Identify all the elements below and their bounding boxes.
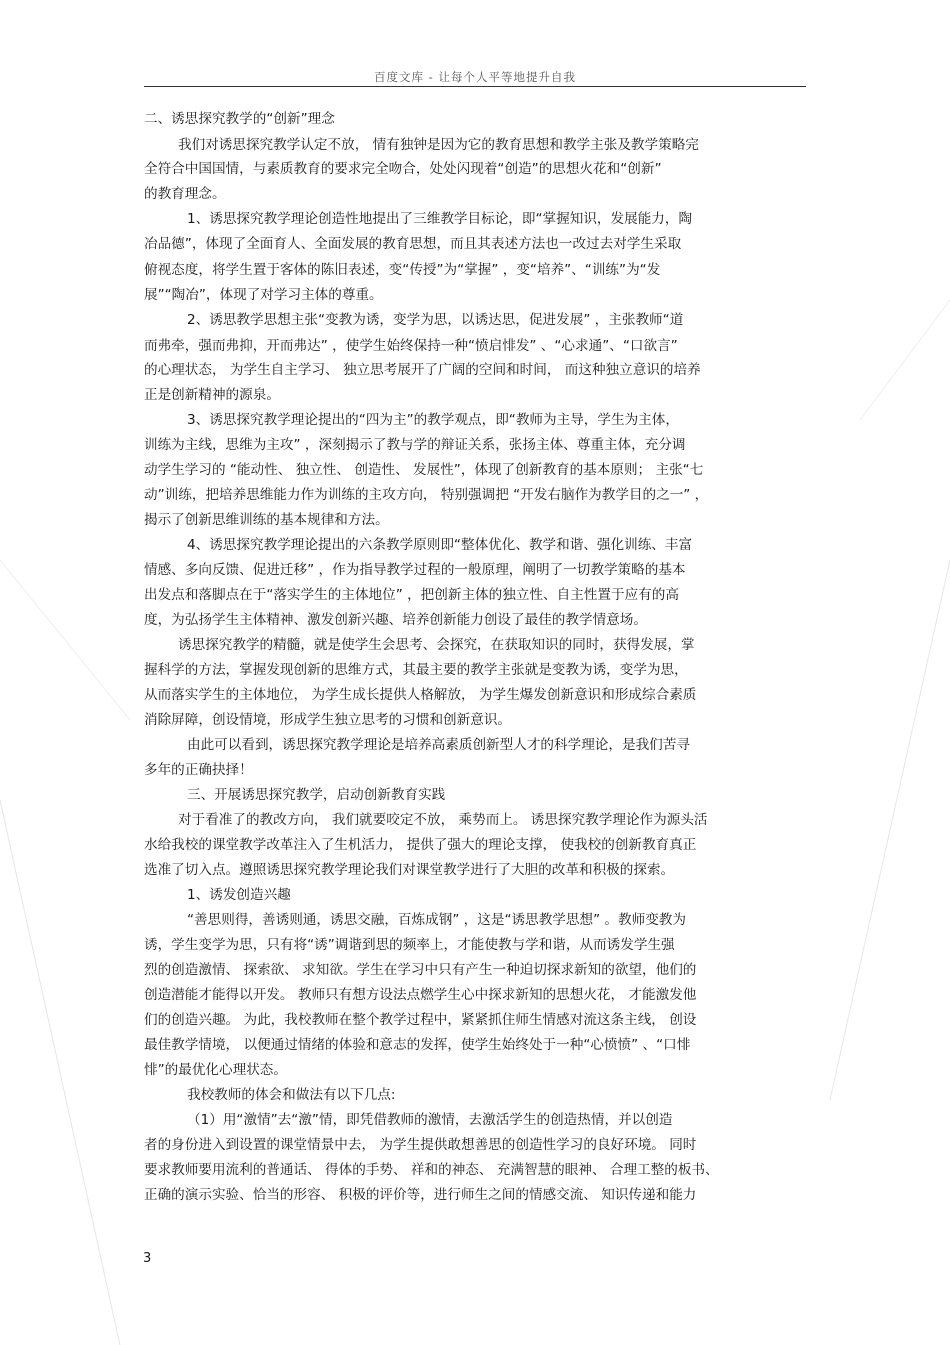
text-line: 水给我校的课堂教学改革注入了生机活力， 提供了强大的理论支撑， 使我校的创新教育真正	[144, 837, 697, 853]
text-line: 我校教师的体会和做法有以下几点:	[187, 1087, 396, 1103]
text-line: 度，为弘扬学生主体精神、激发创新兴趣、培养创新能力创设了最佳的教学情意场。	[144, 612, 647, 628]
text-line: 诱思探究教学的精髓，就是使学生会思考、会探究，在获取知识的同时，获得发展，掌	[178, 637, 695, 653]
text-line: 握科学的方法，掌握发现创新的思维方式，其最主要的教学主张就是变教为诱，变学为思，	[144, 662, 688, 678]
text-line: 诱，学生变学为思，只有将“诱”调谐到思的频率上，才能使教与学和谐，从而诱发学生强	[144, 937, 675, 953]
text-line: 正确的演示实验、恰当的形容、 积极的评价等，进行师生之间的情感交流、 知识传递和能力	[144, 1187, 697, 1203]
text-line: 1、诱发创造兴趣	[187, 887, 291, 903]
text-line: 3、诱思探究教学理论提出的“四为主”的教学观点，即“教师为主导，学生为主体，	[187, 412, 679, 428]
text-line: 对于看准了的教改方向， 我们就要咬定不放， 乘势而上。 诱思探究教学理论作为源头活	[178, 812, 708, 828]
text-line: 正是创新精神的源泉。	[144, 387, 280, 403]
text-line: 1、诱思探究教学理论创造性地提出了三维教学目标论，即“掌握知识，发展能力，陶	[187, 211, 693, 227]
text-line: 展”“陶冶”，体现了对学习主体的尊重。	[144, 287, 383, 303]
page-header: 百度文库 - 让每个人平等地提升自我	[374, 70, 576, 84]
page-number: 3	[143, 1251, 152, 1266]
text-line: 全符合中国国情，与素质教育的要求完全吻合，处处闪现着“创造”的思想火花和“创新”	[144, 161, 662, 177]
text-line: 多年的正确抉择！	[144, 762, 253, 778]
text-line: 动学生学习的 “能动性、 独立性、 创造性、 发展性”，体现了创新教育的基本原则； 主张“七	[144, 462, 704, 478]
text-line: 选准了切入点。遵照诱思探究教学理论我们对课堂教学进行了大胆的改革和积极的探索。	[144, 862, 675, 878]
text-line: 从而落实学生的主体地位， 为学生成长提供人格解放， 为学生爆发创新意识和形成综合素质	[144, 687, 697, 703]
text-line: 4、诱思探究教学理论提出的六条教学原则即“整体优化、教学和谐、强化训练、丰富	[187, 537, 693, 553]
text-line: 由此可以看到，诱思探究教学理论是培养高素质创新型人才的科学理论，是我们苦寻	[187, 737, 690, 753]
text-line: 动”训练，把培养思维能力作为训练的主攻方向， 特别强调把 “开发右脑作为教学目的之一” ，	[144, 487, 709, 503]
text-line: 最佳教学情境， 以便通过情绪的体验和意志的发挥，使学生始终处于一种“心愤愤” 、“口悱	[144, 1037, 691, 1053]
text-line: 要求教师要用流利的普通话、 得体的手势、 祥和的神态、 充满智慧的眼神、 合理工整的板书、	[144, 1162, 719, 1178]
text-line: 消除屏障，创设情境，形成学生独立思考的习惯和创新意识。	[144, 712, 512, 728]
text-line: 2、诱思教学思想主张“变教为诱，变学为思，以诱达思，促进发展” ，主张教师“道	[187, 312, 684, 328]
text-line: 烈的创造激情、 探索欲、 求知欲。学生在学习中只有产生一种迫切探求新知的欲望，他们的	[144, 962, 697, 978]
text-line: 出发点和落脚点在于“落实学生的主体地位” ，把创新主体的独立性、自主性置于应有的高	[144, 587, 679, 603]
text-line: 情感、多向反馈、促进迁移” ，作为指导教学过程的一般原理，阐明了一切教学策略的基本	[144, 562, 686, 578]
text-line: “善思则得，善诱则通，诱思交融，百炼成钢” ，这是“诱思教学思想” 。教师变教为	[187, 912, 686, 928]
text-line: 我们对诱思探究教学认定不放， 情有独钟是因为它的教育思想和教学主张及教学策略完	[178, 137, 699, 153]
text-line: 创造潜能才能得以开发。 教师只有想方设法点燃学生心中探求新知的思想火花， 才能激发他	[144, 987, 697, 1003]
text-line: 的教育理念。	[144, 186, 226, 202]
text-line: 们的创造兴趣。 为此，我校教师在整个教学过程中，紧紧抓住师生情感对流这条主线， 创设	[144, 1012, 697, 1028]
text-line: 揭示了创新思维训练的基本规律和方法。	[144, 512, 389, 528]
text-line: 而弗牵，强而弗抑，开而弗达” ，使学生始终保持一种“愤启悱发” 、“心求通”、“口欲言”	[144, 338, 678, 354]
text-line: 俯视态度，将学生置于客体的陈旧表述，变“传授”为“掌握” ，变“培养”、“训练”为“发	[144, 262, 661, 278]
text-line: 三、开展诱思探究教学，启动创新教育实践	[187, 787, 446, 803]
text-line: 悱”的最优化心理状态。	[144, 1062, 287, 1078]
text-line: 者的身份进入到设置的课堂情景中去， 为学生提供敢想善思的创造性学习的良好环境。 同时	[144, 1137, 697, 1153]
text-line: 冶品德”，体现了全面育人、全面发展的教育思想，而且其表述方法也一改过去对学生采取	[144, 236, 682, 252]
text-line: 的心理状态， 为学生自主学习、 独立思考展开了广阔的空间和时间， 而这种独立意识的培养	[144, 362, 701, 378]
text-line: （1）用“激情”去“激”情，即凭借教师的激情，去激活学生的创造热情，并以创造	[187, 1112, 673, 1128]
text-line: 二、诱思探究教学的“创新”理念	[144, 111, 335, 127]
text-line: 训练为主线，思维为主攻” ，深刻揭示了教与学的辩证关系，张扬主体、尊重主体，充分调	[144, 437, 686, 453]
